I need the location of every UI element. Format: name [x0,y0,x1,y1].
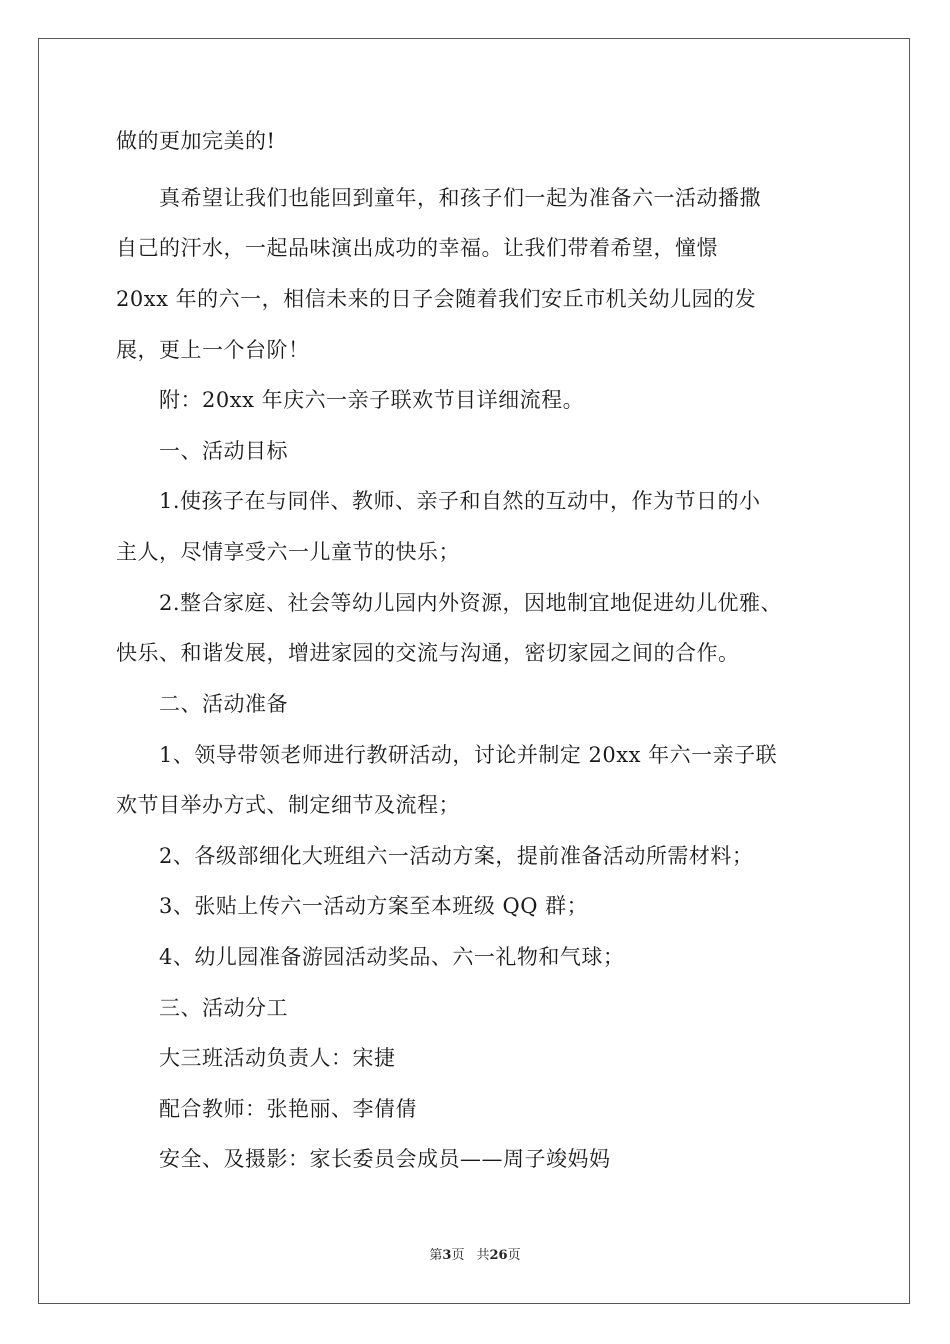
page-suffix: 页 [451,1248,465,1263]
page-total: 26 [489,1248,508,1263]
text-line: 大三班活动负责人：宋捷 [116,1046,396,1070]
text-line: 2.整合家庭、社会等幼儿园内外资源，因地制宜地促进幼儿优雅、 [116,591,783,615]
text-line: 真希望让我们也能回到童年，和孩子们一起为准备六一活动播撒 [116,186,761,210]
total-suffix: 页 [507,1248,521,1263]
page-prefix: 第 [429,1248,443,1263]
text-line: 展，更上一个台阶！ [116,338,310,362]
text-line: 主人，尽情享受六一儿童节的快乐； [116,540,460,564]
text-line: 安全、及摄影：家长委员会成员——周子竣妈妈 [116,1147,611,1171]
text-line: 3、张贴上传六一活动方案至本班级 QQ 群； [116,894,589,918]
section-heading: 一、活动目标 [116,439,288,463]
section-heading: 三、活动分工 [116,996,288,1020]
text-line: 4、幼儿园准备游园活动奖品、六一礼物和气球； [116,945,625,969]
page-current: 3 [442,1248,452,1263]
total-prefix: 共 [476,1248,490,1263]
text-line: 1.使孩子在与同伴、教师、亲子和自然的互动中，作为节日的小 [116,489,761,513]
text-line: 附：20xx 年庆六一亲子联欢节目详细流程。 [116,388,585,412]
text-line: 自己的汗水，一起品味演出成功的幸福。让我们带着希望，憧憬 [116,236,718,260]
page-footer [0,1244,950,1263]
text-line: 欢节目举办方式、制定细节及流程； [116,793,460,817]
text-line: 1、领导带领老师进行教研活动，讨论并制定 20xx 年六一亲子联 [116,743,778,767]
text-line: 配合教师：张艳丽、李倩倩 [116,1097,417,1121]
text-line: 2、各级部细化大班组六一活动方案，提前准备活动所需材料； [116,844,754,868]
text-line: 20xx 年的六一，相信未来的日子会随着我们安丘市机关幼儿园的发 [116,287,757,311]
section-heading: 二、活动准备 [116,692,288,716]
text-line: 做的更加完美的! [116,129,276,153]
text-line: 快乐、和谐发展，增进家园的交流与沟通，密切家园之间的合作。 [116,641,740,665]
